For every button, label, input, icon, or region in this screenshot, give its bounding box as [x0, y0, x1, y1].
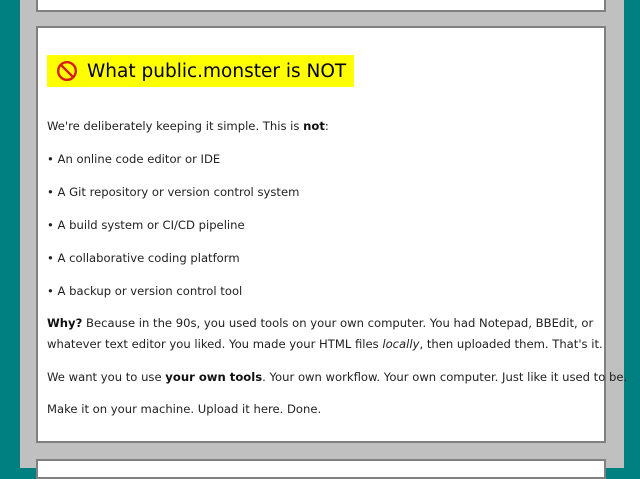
bullet: • [47, 218, 54, 232]
next-section-box [36, 459, 606, 479]
previous-section-box [36, 0, 606, 12]
bullet: • [47, 152, 54, 166]
bullet: • [47, 185, 54, 199]
own-tools-paragraph: We want you to use your own tools. Your own workflow. Your own computer. Just like it used to be. [47, 370, 628, 384]
locally-emphasis: locally [382, 337, 420, 351]
list-item: • A build system or CI/CD pipeline [47, 218, 245, 232]
closing-paragraph: Make it on your machine. Upload it here. Done. [47, 402, 322, 416]
list-item: • An online code editor or IDE [47, 152, 221, 166]
section-title: What public.monster is NOT [87, 60, 347, 82]
list-item: • A collaborative coding platform [47, 251, 240, 265]
list-item: • A Git repository or version control system [47, 185, 300, 199]
why-label: Why? [47, 316, 83, 330]
intro-paragraph: We're deliberately keeping it simple. This is not: [47, 119, 329, 133]
why-paragraph-line-2: whatever text editor you liked. You made your HTML files locally, then uploaded them. That's it. [47, 337, 603, 351]
bullet: • [47, 284, 54, 298]
prohibited-icon [56, 60, 78, 82]
why-paragraph-line-1: Why? Because in the 90s, you used tools on your own computer. You had Notepad, BBEdit, or [47, 316, 594, 330]
bullet: • [47, 251, 54, 265]
list-item: • A backup or version control tool [47, 284, 243, 298]
own-tools-emphasis: your own tools [165, 370, 263, 384]
intro-emphasis: not [303, 119, 325, 133]
section-heading [47, 55, 354, 87]
